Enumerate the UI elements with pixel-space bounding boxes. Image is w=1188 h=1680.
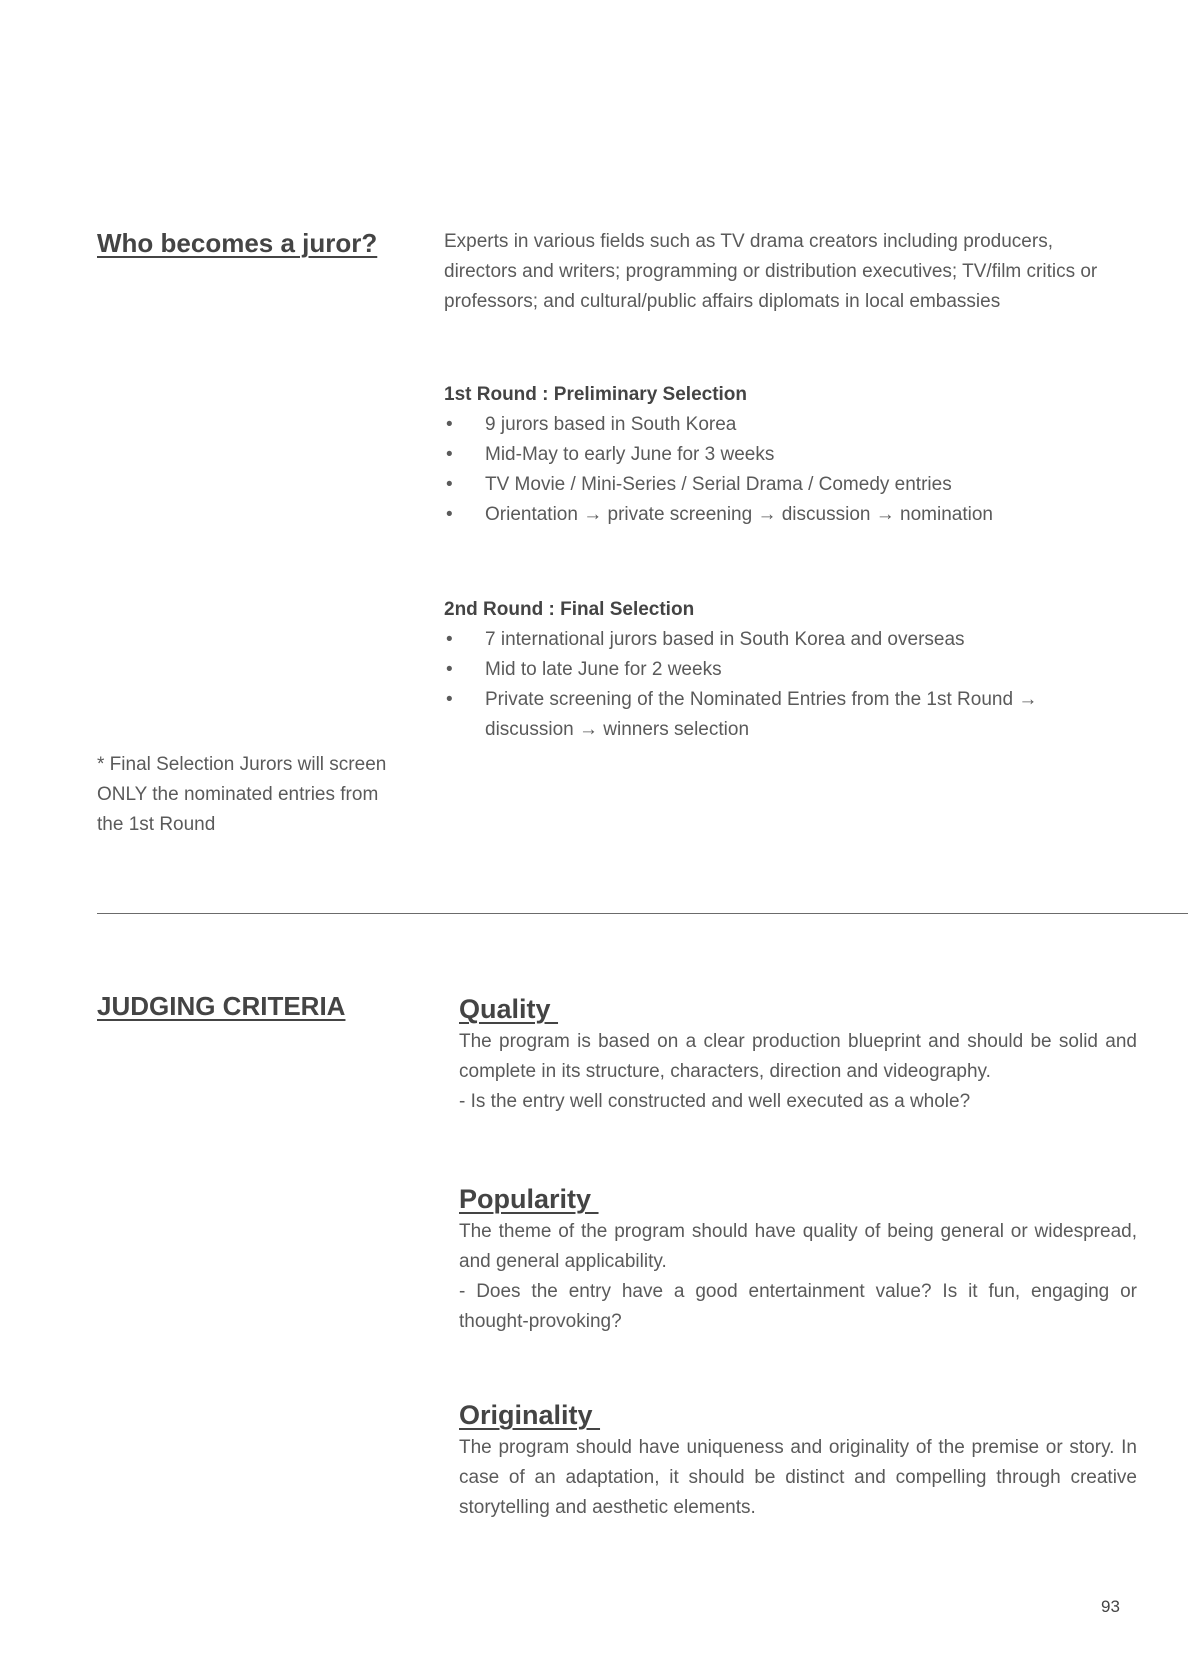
list-item: • Mid-May to early June for 3 weeks xyxy=(444,440,1128,470)
criterion-title: Originality xyxy=(459,1400,601,1430)
criterion-description: The program is based on a clear production blueprint and should be solid and complete in its structure, characters, direction and videography. xyxy=(459,1031,1137,1082)
juror-description: Experts in various fields such as TV drama creators including producers, directors and writers; programming or distribution executives; TV/film critics or professors; and cultural/public affairs diplomats in local embassies xyxy=(444,231,1098,312)
round-1-block xyxy=(444,380,1128,530)
round-2-title: 2nd Round : Final Selection xyxy=(444,599,695,620)
bullet-icon: • xyxy=(446,689,453,710)
criterion-description: The theme of the program should have quality of being general or widespread, and general applicability. xyxy=(459,1221,1137,1272)
criterion-originality xyxy=(459,1397,1137,1523)
bullet-icon: • xyxy=(446,474,453,495)
list-item: • Mid to late June for 2 weeks xyxy=(444,655,1128,685)
criteria-section-heading: JUDGING CRITERIA xyxy=(97,991,346,1021)
criterion-title: Popularity xyxy=(459,1184,599,1214)
bullet-icon: • xyxy=(446,444,453,465)
round-2-block xyxy=(444,595,1128,745)
bullet-icon: • xyxy=(446,659,453,680)
criterion-popularity xyxy=(459,1181,1137,1337)
bullet-icon: • xyxy=(446,504,453,525)
juror-section-heading: Who becomes a juror? xyxy=(97,228,378,258)
list-item: • TV Movie / Mini-Series / Serial Drama / Comedy entries xyxy=(444,470,1128,500)
criterion-description: The program should have uniqueness and originality of the premise or story. In case of an adaptation, it should be distinct and compelling through creative storytelling and aesthetic elements. xyxy=(459,1437,1137,1518)
round-2-list xyxy=(444,625,1128,745)
page-number: 93 xyxy=(1101,1597,1120,1616)
criterion-question: - Does the entry have a good entertainment value? Is it fun, engaging or thought-provoking? xyxy=(459,1281,1137,1332)
round-1-title: 1st Round : Preliminary Selection xyxy=(444,384,748,405)
bullet-icon: • xyxy=(446,629,453,650)
round-1-list xyxy=(444,410,1128,530)
section-divider xyxy=(97,913,1188,914)
list-item: • Private screening of the Nominated Entries from the 1st Round → discussion → winners selection xyxy=(444,685,1128,745)
list-item: • 9 jurors based in South Korea xyxy=(444,410,1128,440)
final-selection-note: * Final Selection Jurors will screen ONLY the nominated entries from the 1st Round xyxy=(97,754,387,835)
bullet-icon: • xyxy=(446,414,453,435)
list-item: • Orientation → private screening → discussion → nomination xyxy=(444,500,1128,530)
criterion-title: Quality xyxy=(459,994,559,1024)
criterion-quality xyxy=(459,991,1137,1117)
list-item: • 7 international jurors based in South Korea and overseas xyxy=(444,625,1128,655)
criterion-question: - Is the entry well constructed and well executed as a whole? xyxy=(459,1091,971,1112)
